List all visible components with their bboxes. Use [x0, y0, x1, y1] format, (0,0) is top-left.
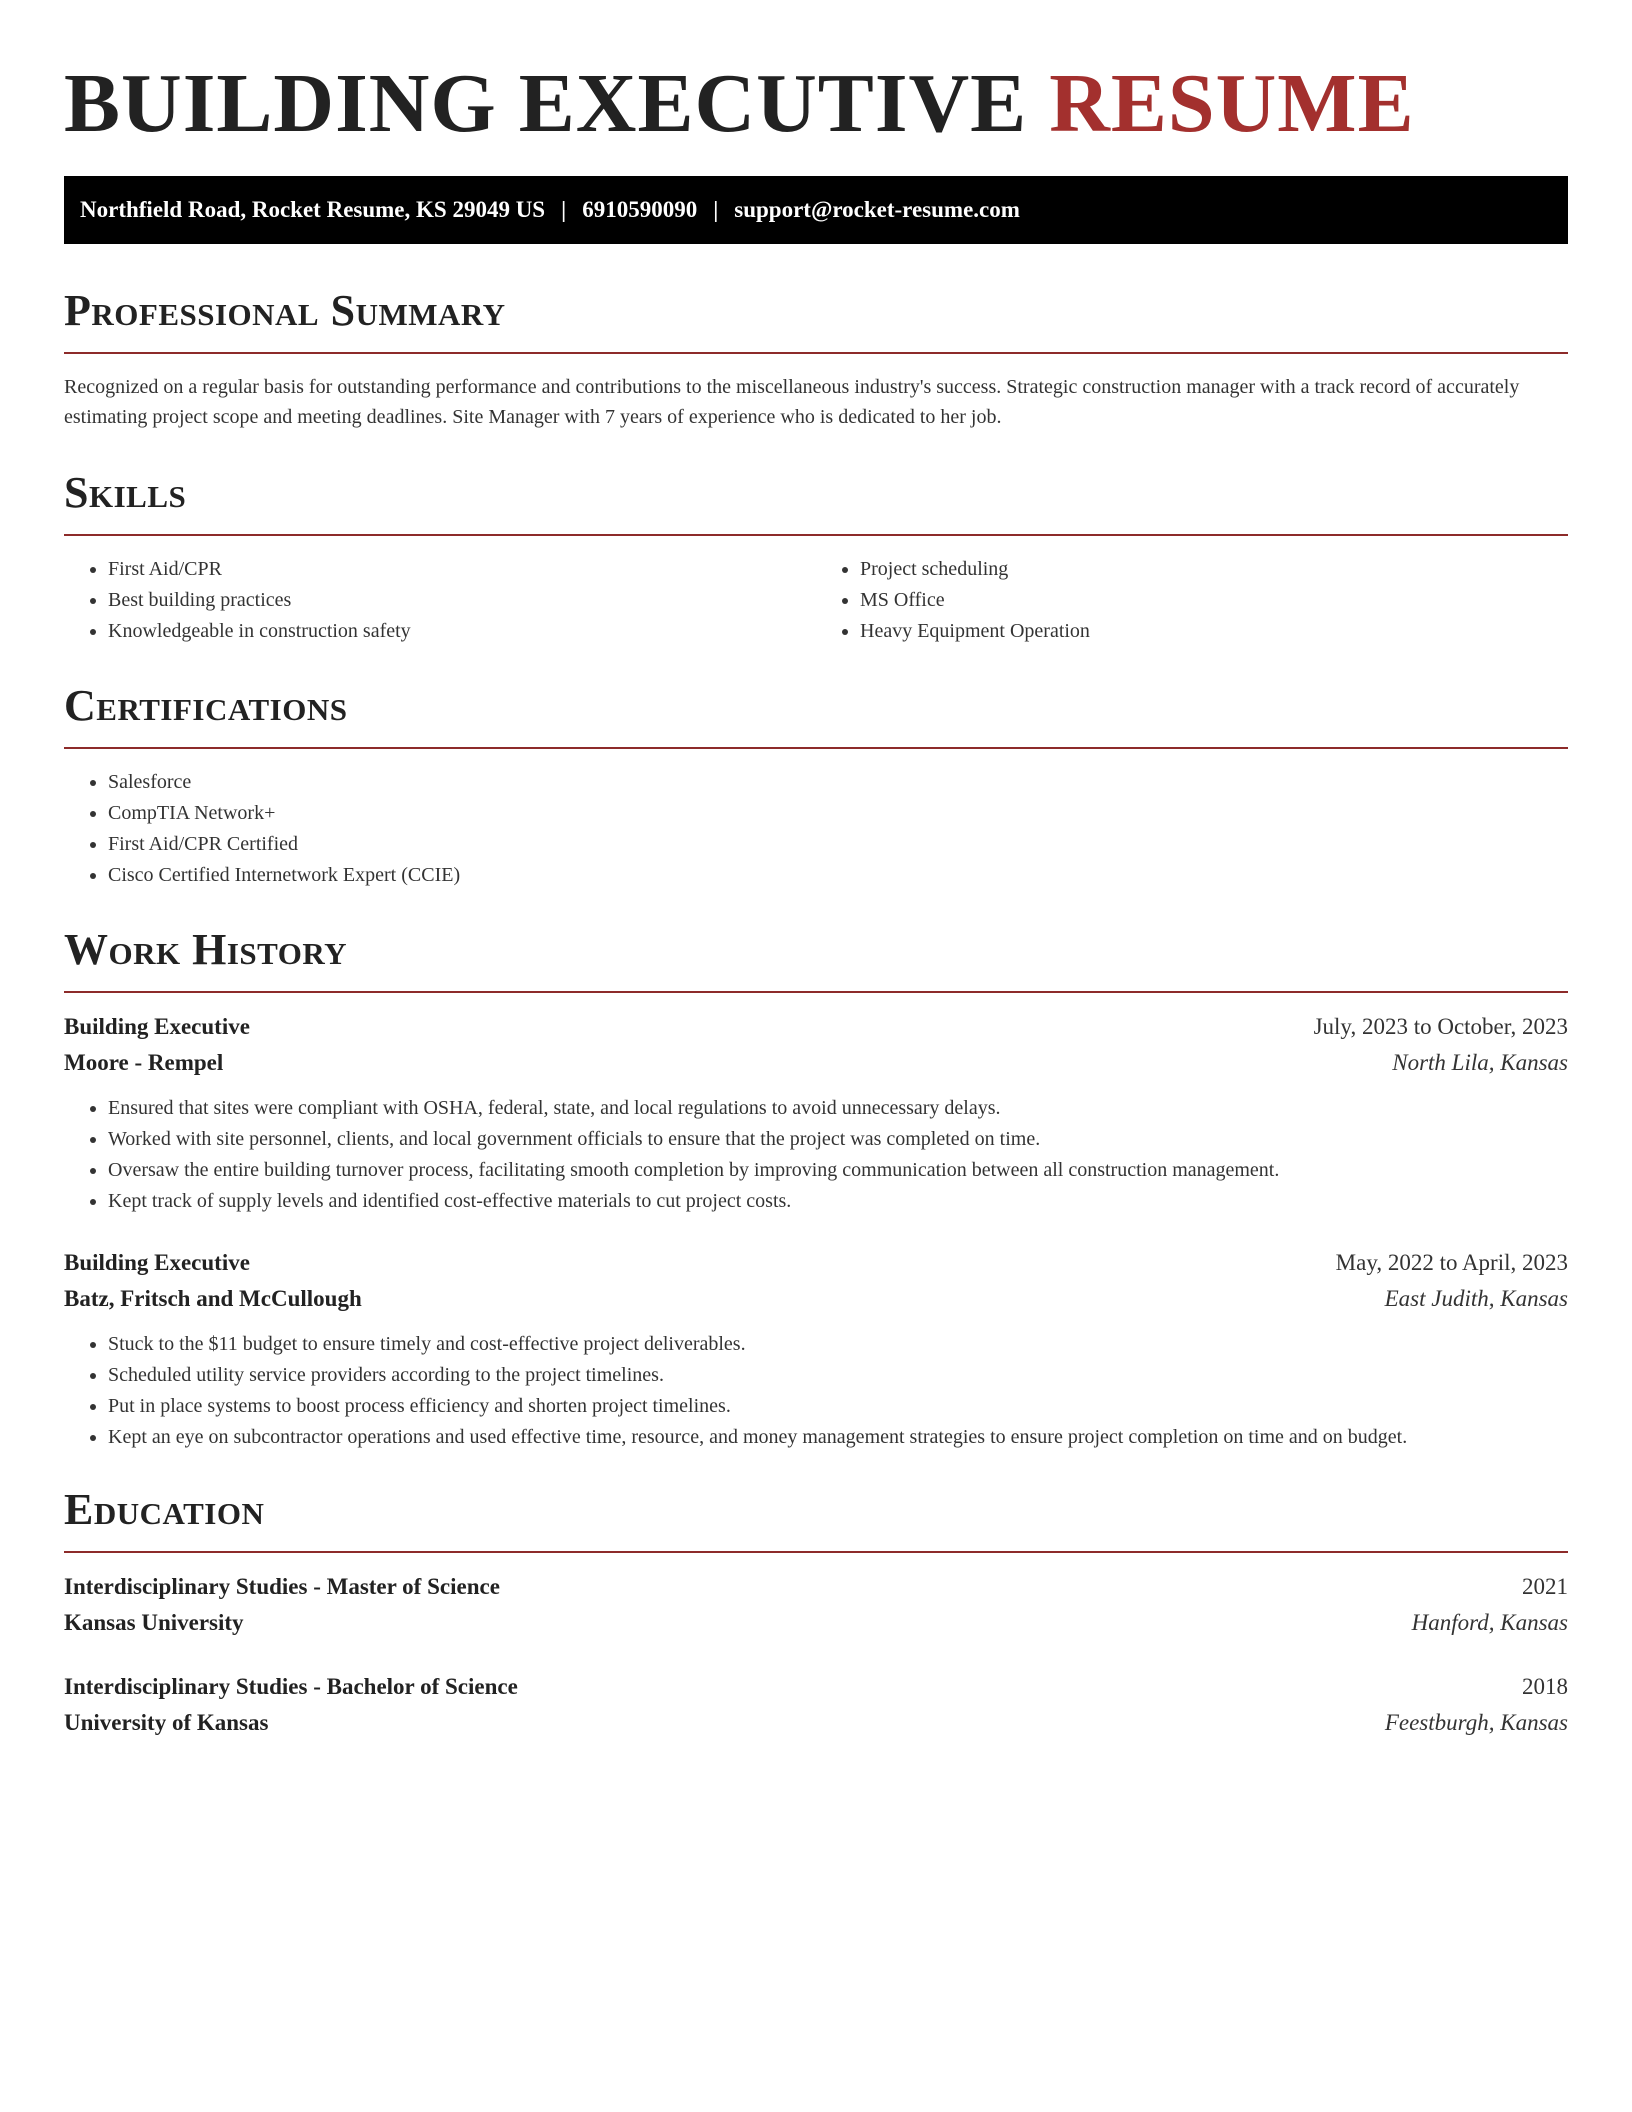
education-degree-row	[64, 1569, 1568, 1605]
resume-title	[64, 56, 1568, 152]
job-role: Building Executive	[64, 1250, 250, 1275]
job-company-row	[64, 1045, 1568, 1081]
section-divider	[64, 534, 1568, 536]
education-year: 2018	[1522, 1674, 1568, 1699]
job-entry	[64, 1245, 1568, 1453]
skill-item: • Project scheduling	[860, 554, 1568, 585]
section-divider	[64, 352, 1568, 354]
section-title: Work History	[64, 925, 348, 974]
education-degree: Interdisciplinary Studies - Master of Science	[64, 1574, 500, 1599]
education-school-row	[64, 1705, 1568, 1741]
education-location: Hanford, Kansas	[1411, 1610, 1568, 1635]
certification-item: • CompTIA Network+	[108, 798, 1568, 829]
education-entry	[64, 1569, 1568, 1641]
job-company-row	[64, 1281, 1568, 1317]
contact-phone: 6910590090	[582, 197, 698, 222]
job-header-row	[64, 1245, 1568, 1281]
skill-item: • Heavy Equipment Operation	[860, 616, 1568, 647]
section-divider	[64, 747, 1568, 749]
job-duty: • Scheduled utility service providers according to the project timelines.	[108, 1360, 1568, 1391]
job-entry	[64, 1009, 1568, 1217]
certification-item: • First Aid/CPR Certified	[108, 829, 1568, 860]
contact-address: Northfield Road, Rocket Resume, KS 29049 US	[80, 197, 546, 222]
section-title: Professional Summary	[64, 286, 506, 335]
contact-email: support@rocket-resume.com	[734, 197, 1020, 222]
section-title: Education	[64, 1485, 265, 1534]
section-title: Skills	[64, 468, 187, 517]
name-accent: RESUME	[1049, 57, 1415, 150]
contact-bar	[64, 176, 1568, 244]
skills-grid	[64, 554, 1568, 647]
job-location: North Lila, Kansas	[1392, 1050, 1568, 1075]
section-divider	[64, 991, 1568, 993]
education-school: University of Kansas	[64, 1710, 269, 1735]
work-history-section	[64, 925, 1568, 1453]
job-duty: • Put in place systems to boost process efficiency and shorten project timelines.	[108, 1391, 1568, 1422]
job-duty: • Oversaw the entire building turnover process, facilitating smooth completion by improving communication between all construction management.	[108, 1155, 1568, 1186]
certifications-list	[64, 767, 1568, 891]
job-dates: May, 2022 to April, 2023	[1335, 1250, 1568, 1275]
skills-list-right	[816, 554, 1568, 647]
summary-text: Recognized on a regular basis for outstanding performance and contributions to the miscellaneous industry's success. Strategic construction manager with a track record of accurately estimating project scope and meeting deadlines. Site Manager with 7 years of experience who is dedicated to her job.	[64, 376, 1520, 428]
education-location: Feestburgh, Kansas	[1384, 1710, 1568, 1735]
job-company: Batz, Fritsch and McCullough	[64, 1286, 362, 1311]
skill-item: • MS Office	[860, 585, 1568, 616]
job-company: Moore - Rempel	[64, 1050, 224, 1075]
job-duty: • Ensured that sites were compliant with OSHA, federal, state, and local regulations to avoid unnecessary delays.	[108, 1093, 1568, 1124]
section-divider	[64, 1551, 1568, 1553]
education-year: 2021	[1522, 1574, 1568, 1599]
skills-list-left	[64, 554, 816, 647]
name-main: BUILDING EXECUTIVE	[64, 57, 1028, 150]
skill-item: • Knowledgeable in construction safety	[108, 616, 816, 647]
education-school-row	[64, 1605, 1568, 1641]
certification-item: • Cisco Certified Internetwork Expert (CCIE)	[108, 860, 1568, 891]
job-duty: • Worked with site personnel, clients, and local government officials to ensure that the project was completed on time.	[108, 1124, 1568, 1155]
job-location: East Judith, Kansas	[1384, 1286, 1568, 1311]
certification-item: • Salesforce	[108, 767, 1568, 798]
job-duty: • Kept an eye on subcontractor operations and used effective time, resource, and money management strategies to ensure project completion on time and on budget.	[108, 1422, 1568, 1453]
skill-item: • First Aid/CPR	[108, 554, 816, 585]
certifications-section	[64, 681, 1568, 891]
job-dates: July, 2023 to October, 2023	[1313, 1014, 1568, 1039]
job-duties-list	[64, 1093, 1568, 1217]
contact-separator: |	[713, 197, 719, 222]
job-duty: • Stuck to the $11 budget to ensure timely and cost-effective project deliverables.	[108, 1329, 1568, 1360]
education-degree-row	[64, 1669, 1568, 1705]
education-section	[64, 1485, 1568, 1741]
contact-separator: |	[561, 197, 567, 222]
job-role: Building Executive	[64, 1014, 250, 1039]
skills-section	[64, 468, 1568, 647]
job-duty: • Kept track of supply levels and identified cost-effective materials to cut project costs.	[108, 1186, 1568, 1217]
skill-item: • Best building practices	[108, 585, 816, 616]
education-degree: Interdisciplinary Studies - Bachelor of Science	[64, 1674, 518, 1699]
job-duties-list	[64, 1329, 1568, 1453]
education-school: Kansas University	[64, 1610, 244, 1635]
job-header-row	[64, 1009, 1568, 1045]
education-entry	[64, 1669, 1568, 1741]
section-title: Certifications	[64, 681, 348, 730]
summary-section	[64, 286, 1568, 432]
